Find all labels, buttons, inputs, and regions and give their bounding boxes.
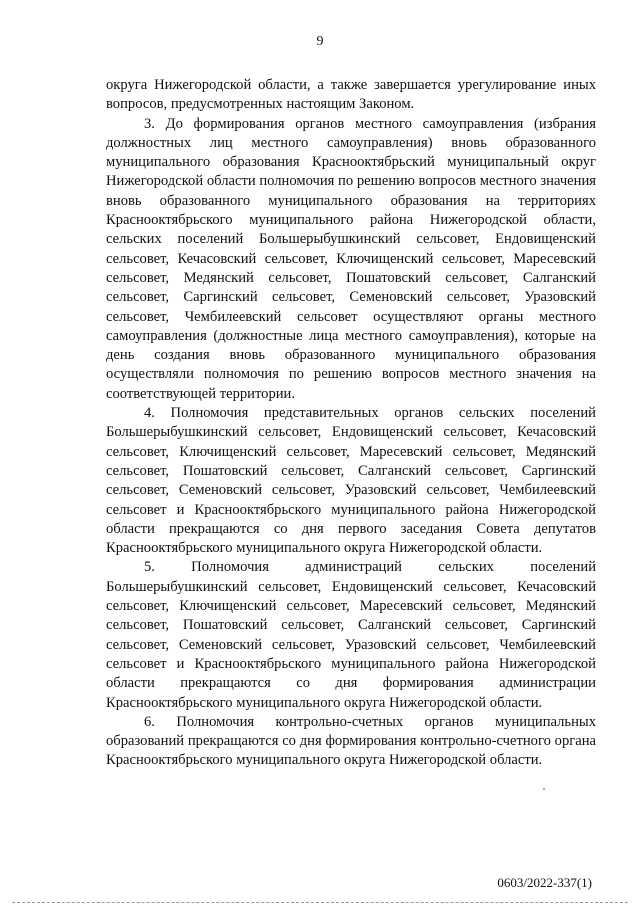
paragraph-item-3: 3. До формирования органов местного самоуправления (избрания должностных лиц местного самоуправления) вновь образованного муниципального образования Краснооктябрьский муниципальный округ Нижегородской области полномочия по решению вопросов местного значения вновь образованного муниципального образования на территориях Краснооктябрьского муниципального района Нижегородской области, сельских поселений Большерыбушкинский сельсовет, Ендовищенский сельсовет, Кечасовский сельсовет, Ключищенский сельсовет, Маресевский сельсовет, Медянский сельсовет, Пошатовский сельсовет, Салганский сельсовет, Саргинский сельсовет, Семеновский сельсовет, Уразовский сельсовет, Чембилеевский сельсовет осуществляют органы местного самоуправления (должностные лица местного самоуправления), которые на день создания вновь образованного муниципального образования осуществляли полномочия по решению вопросов местного значения на соответствующей территории. (106, 115, 596, 402)
paragraph-item-6: 6. Полномочия контрольно-счетных органов муниципальных образований прекращаются со дня формирования контрольно-счетного органа Краснооктябрьского муниципального округа Нижегородской области. (106, 713, 596, 769)
paragraph-item-5: 5. Полномочия администраций сельских поселений Большерыбушкинский сельсовет, Ендовищенский сельсовет, Кечасовский сельсовет, Ключищенский сельсовет, Маресевский сельсовет, Медянский сельсовет, Пошатовский сельсовет, Салганский сельсовет, Саргинский сельсовет, Семеновский сельсовет, Уразовский сельсовет, Чембилеевский сельсовет и Краснооктябрьского муниципального района Нижегородской области прекращаются со дня формирования администрации Краснооктябрьского муниципального округа Нижегородской области. (106, 559, 596, 711)
paragraph-item-4: 4. Полномочия представительных органов сельских поселений Большерыбушкинский сельсовет, Ендовищенский сельсовет, Кечасовский сельсовет, Ключищенский сельсовет, Маресевский сельсовет, Медянский сельсовет, Пошатовский сельсовет, Салганский сельсовет, Саргинский сельсовет, Семеновский сельсовет, Уразовский сельсовет, Чембилеевский сельсовет и Краснооктябрьского муниципального района Нижегородской области прекращаются со дня первого заседания Совета депутатов Краснооктябрьского муниципального округа Нижегородской области. (106, 405, 596, 557)
scan-edge-line (12, 902, 628, 903)
document-body (106, 76, 596, 771)
scan-speck (543, 788, 545, 790)
paragraph-continuation: округа Нижегородской области, а также завершается урегулирование иных вопросов, предусмотренных настоящим Законом. (106, 77, 596, 113)
page-number: 9 (316, 34, 324, 49)
document-code: 0603/2022-337(1) (497, 875, 592, 890)
